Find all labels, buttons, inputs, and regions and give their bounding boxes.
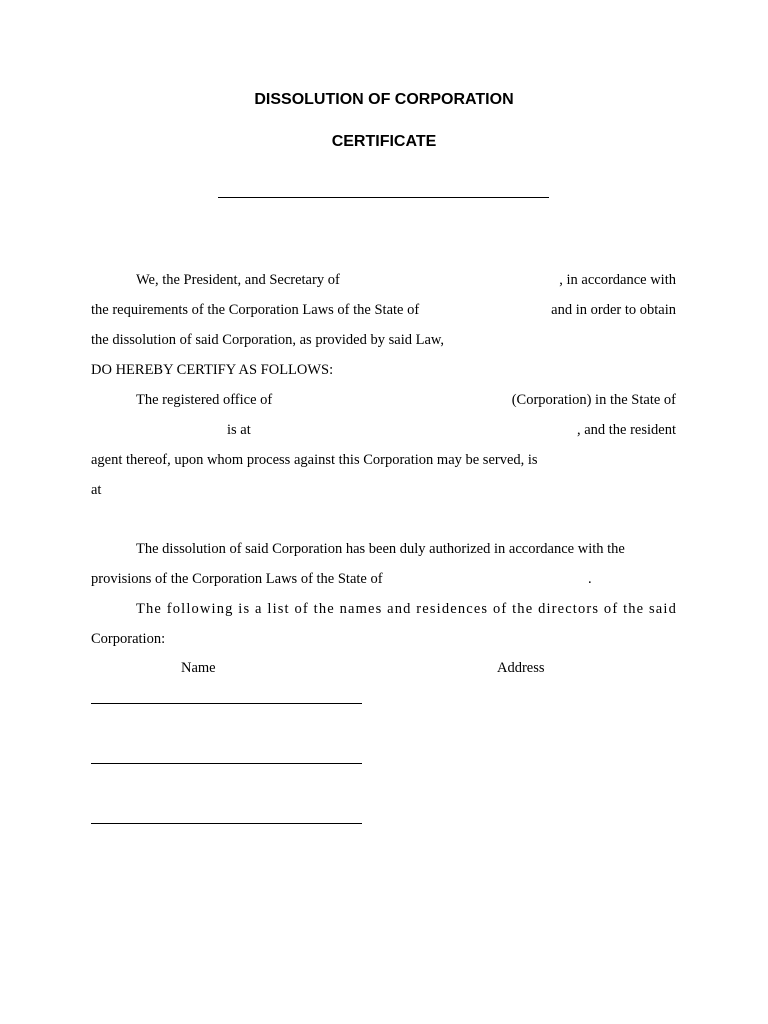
paragraph2-line2-mid: is at [227,422,251,438]
directors-name-header: Name [181,660,216,676]
header-signature-line [218,197,549,198]
paragraph1-line4: DO HEREBY CERTIFY AS FOLLOWS: [91,362,334,378]
paragraph1-line1-end: , in accordance with [559,272,676,288]
paragraph1-line2-start: the requirements of the Corporation Laws of the State of [91,302,420,318]
directors-address-header: Address [497,660,545,676]
paragraph3-line2-start: provisions of the Corporation Laws of the State of [91,571,383,587]
document-title: DISSOLUTION OF CORPORATION [254,91,514,108]
paragraph4-line2: Corporation: [91,631,166,647]
director-name-line [91,703,362,704]
document-subtitle: CERTIFICATE [331,133,437,150]
paragraph1-line3: the dissolution of said Corporation, as provided by said Law, [91,332,445,348]
director-name-line [91,763,362,764]
paragraph4-line1: The following is a list of the names and residences of the directors of the said [136,601,677,617]
paragraph3-line2-end: . [588,571,592,587]
paragraph2-line4: at [91,482,102,498]
paragraph1-line2-end: and in order to obtain [551,302,676,318]
paragraph2-line3: agent thereof, upon whom process against this Corporation may be served, is [91,452,538,468]
paragraph1-line1-start: We, the President, and Secretary of [136,272,340,288]
paragraph2-line2-end: , and the resident [576,422,676,438]
paragraph3-line1: The dissolution of said Corporation has been duly authorized in accordance with the [136,541,625,557]
paragraph2-line1-end: (Corporation) in the State of [511,392,676,408]
director-name-line [91,823,362,824]
paragraph2-line1-start: The registered office of [136,392,273,408]
